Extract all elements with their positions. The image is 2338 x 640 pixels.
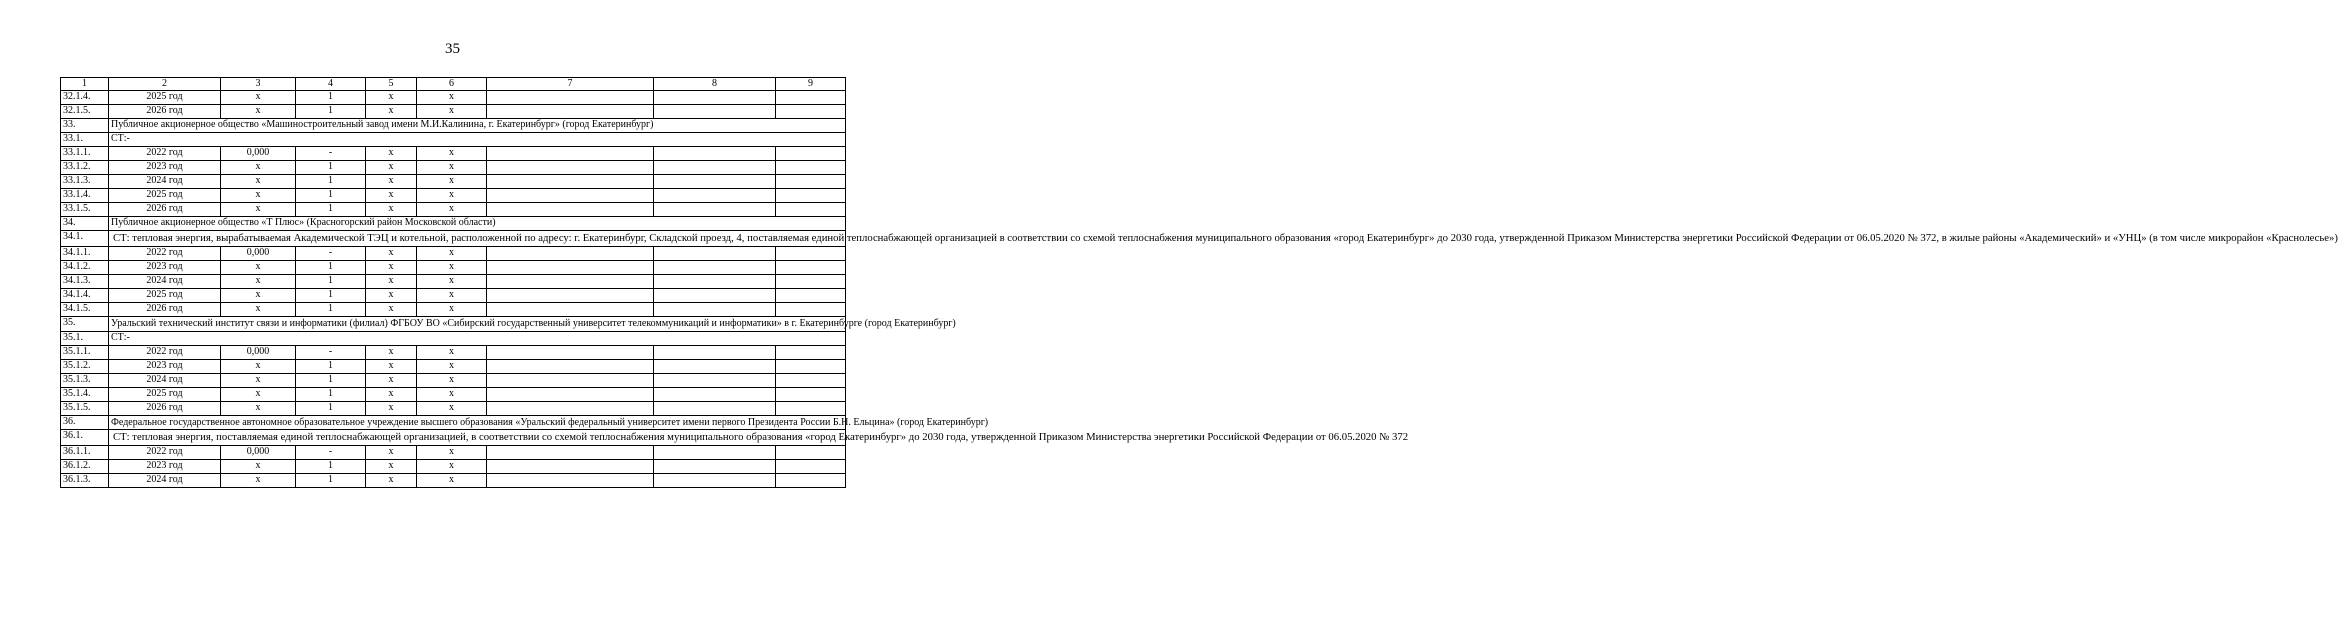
row-number: 34. (61, 217, 109, 231)
page-number: 35 (445, 41, 460, 57)
value-cell: - (296, 147, 366, 161)
row-number: 36.1. (61, 430, 109, 446)
value-cell: x (366, 203, 417, 217)
table-row (61, 446, 846, 460)
table-row (61, 460, 846, 474)
year-cell: 2022 год (109, 446, 221, 460)
value-cell: 1 (296, 161, 366, 175)
value-cell: 1 (296, 460, 366, 474)
value-cell: x (417, 401, 487, 415)
value-cell: x (366, 387, 417, 401)
value-cell: x (366, 460, 417, 474)
empty-cell (654, 91, 776, 105)
empty-cell (654, 147, 776, 161)
empty-cell (776, 175, 846, 189)
year-cell: 2023 год (109, 359, 221, 373)
row-number: 33.1.4. (61, 189, 109, 203)
value-cell: x (221, 401, 296, 415)
row-number: 33.1.2. (61, 161, 109, 175)
table-row (61, 373, 846, 387)
empty-cell (654, 474, 776, 488)
row-number: 34.1.2. (61, 261, 109, 275)
section-text: СТ:- (109, 133, 846, 147)
column-header: 7 (487, 78, 654, 91)
empty-cell (776, 359, 846, 373)
value-cell: 1 (296, 474, 366, 488)
section-row (61, 231, 846, 247)
year-cell: 2023 год (109, 261, 221, 275)
empty-cell (776, 203, 846, 217)
header-row (61, 78, 846, 91)
empty-cell (487, 261, 654, 275)
value-cell: 1 (296, 91, 366, 105)
empty-cell (654, 359, 776, 373)
column-header: 2 (109, 78, 221, 91)
value-cell: 1 (296, 303, 366, 317)
empty-cell (654, 345, 776, 359)
value-cell: x (366, 401, 417, 415)
value-cell: x (366, 161, 417, 175)
row-number: 35.1.4. (61, 387, 109, 401)
value-cell: x (221, 359, 296, 373)
section-text: СТ: тепловая энергия, поставляемая единой теплоснабжающей организацией, в соответствии со схемой теплоснабжения муниципального образования «город Екатеринбург» до 2030 года, утвержденной Приказом Министерства энергетики Российской Федерации от 06.05.2020 № 372 (109, 430, 846, 446)
empty-cell (487, 373, 654, 387)
value-cell: x (221, 373, 296, 387)
table-row (61, 105, 846, 119)
empty-cell (776, 387, 846, 401)
section-row (61, 119, 846, 133)
value-cell: x (221, 303, 296, 317)
column-header: 3 (221, 78, 296, 91)
value-cell: 1 (296, 359, 366, 373)
empty-cell (654, 303, 776, 317)
section-text: СТ:- (109, 331, 846, 345)
empty-cell (487, 91, 654, 105)
row-number: 36.1.1. (61, 446, 109, 460)
value-cell: x (221, 91, 296, 105)
year-cell: 2025 год (109, 189, 221, 203)
empty-cell (776, 147, 846, 161)
value-cell: x (417, 446, 487, 460)
row-number: 33.1.1. (61, 147, 109, 161)
table-row (61, 261, 846, 275)
table-row (61, 147, 846, 161)
value-cell: x (417, 303, 487, 317)
empty-cell (654, 446, 776, 460)
value-cell: x (366, 261, 417, 275)
row-number: 34.1.3. (61, 275, 109, 289)
section-row (61, 415, 846, 430)
value-cell: x (417, 387, 487, 401)
value-cell: - (296, 247, 366, 261)
value-cell: 1 (296, 105, 366, 119)
empty-cell (487, 161, 654, 175)
value-cell: x (366, 345, 417, 359)
column-header: 8 (654, 78, 776, 91)
value-cell: x (366, 91, 417, 105)
year-cell: 2024 год (109, 175, 221, 189)
empty-cell (654, 161, 776, 175)
table-row (61, 161, 846, 175)
empty-cell (776, 303, 846, 317)
section-text: Публичное акционерное общество «Т Плюс» (Красногорский район Московской области) (109, 217, 846, 231)
row-number: 32.1.4. (61, 91, 109, 105)
empty-cell (776, 261, 846, 275)
empty-cell (654, 203, 776, 217)
section-text: Уральский технический институт связи и информатики (филиал) ФГБОУ ВО «Сибирский государственный университет телекоммуникаций и информатики» в г. Екатеринбурге (город Екатеринбург) (109, 317, 846, 332)
value-cell: x (417, 345, 487, 359)
year-cell: 2026 год (109, 401, 221, 415)
value-cell: x (417, 275, 487, 289)
table-row (61, 247, 846, 261)
value-cell: x (417, 289, 487, 303)
empty-cell (487, 474, 654, 488)
table-row (61, 203, 846, 217)
value-cell: x (221, 387, 296, 401)
table-body (61, 78, 2338, 488)
value-cell: x (221, 261, 296, 275)
empty-cell (487, 401, 654, 415)
year-cell: 2023 год (109, 460, 221, 474)
table-row (61, 401, 846, 415)
row-number: 35.1.1. (61, 345, 109, 359)
value-cell: x (417, 474, 487, 488)
value-cell: x (221, 203, 296, 217)
row-number: 32.1.5. (61, 105, 109, 119)
section-text: Федеральное государственное автономное образовательное учреждение высшего образования «Уральский федеральный университет имени первого Президента России Б.Н. Ельцина» (город Екатеринбург) (109, 415, 846, 430)
empty-cell (654, 275, 776, 289)
column-header: 1 (61, 78, 109, 91)
table-row (61, 474, 846, 488)
empty-cell (776, 474, 846, 488)
empty-cell (487, 105, 654, 119)
section-row (61, 430, 846, 446)
row-number: 33.1.5. (61, 203, 109, 217)
value-cell: x (366, 105, 417, 119)
year-cell: 2026 год (109, 303, 221, 317)
empty-cell (487, 203, 654, 217)
value-cell: x (417, 203, 487, 217)
year-cell: 2024 год (109, 474, 221, 488)
value-cell: x (417, 105, 487, 119)
year-cell: 2022 год (109, 345, 221, 359)
section-row (61, 133, 846, 147)
row-number: 34.1.5. (61, 303, 109, 317)
empty-cell (487, 189, 654, 203)
value-cell: 1 (296, 175, 366, 189)
empty-cell (776, 189, 846, 203)
tariff-table (60, 77, 2338, 488)
row-number: 34.1.1. (61, 247, 109, 261)
value-cell: x (221, 105, 296, 119)
year-cell: 2024 год (109, 373, 221, 387)
row-number: 35. (61, 317, 109, 332)
value-cell: 1 (296, 373, 366, 387)
empty-cell (487, 345, 654, 359)
empty-cell (776, 345, 846, 359)
column-header: 9 (776, 78, 846, 91)
empty-cell (654, 401, 776, 415)
value-cell: x (221, 474, 296, 488)
empty-cell (487, 247, 654, 261)
value-cell: - (296, 446, 366, 460)
value-cell: x (417, 175, 487, 189)
empty-cell (487, 359, 654, 373)
empty-cell (776, 460, 846, 474)
value-cell: 1 (296, 289, 366, 303)
table-row (61, 359, 846, 373)
empty-cell (654, 373, 776, 387)
section-row (61, 317, 846, 332)
value-cell: x (366, 303, 417, 317)
value-cell: x (221, 161, 296, 175)
value-cell: x (417, 147, 487, 161)
value-cell: 0,000 (221, 345, 296, 359)
value-cell: 1 (296, 189, 366, 203)
table-row (61, 303, 846, 317)
value-cell: x (366, 147, 417, 161)
value-cell: x (366, 289, 417, 303)
value-cell: x (366, 189, 417, 203)
empty-cell (487, 303, 654, 317)
empty-cell (654, 387, 776, 401)
year-cell: 2026 год (109, 105, 221, 119)
row-number: 34.1.4. (61, 289, 109, 303)
value-cell: 1 (296, 387, 366, 401)
year-cell: 2024 год (109, 275, 221, 289)
value-cell: x (221, 460, 296, 474)
value-cell: x (417, 261, 487, 275)
table-row (61, 189, 846, 203)
value-cell: 0,000 (221, 147, 296, 161)
column-header: 4 (296, 78, 366, 91)
table-row (61, 289, 846, 303)
value-cell: 1 (296, 261, 366, 275)
value-cell: x (366, 359, 417, 373)
value-cell: x (366, 373, 417, 387)
section-row (61, 217, 846, 231)
value-cell: x (366, 474, 417, 488)
row-number: 33.1. (61, 133, 109, 147)
empty-cell (776, 247, 846, 261)
table-row (61, 275, 846, 289)
empty-cell (776, 401, 846, 415)
value-cell: x (417, 161, 487, 175)
value-cell: x (417, 247, 487, 261)
table-row (61, 175, 846, 189)
value-cell: x (221, 289, 296, 303)
value-cell: 1 (296, 203, 366, 217)
row-number: 35.1. (61, 331, 109, 345)
empty-cell (654, 175, 776, 189)
section-text: Публичное акционерное общество «Машиностроительный завод имени М.И.Калинина, г. Екатеринбург» (город Екатеринбург) (109, 119, 846, 133)
value-cell: 1 (296, 401, 366, 415)
empty-cell (654, 261, 776, 275)
row-number: 33. (61, 119, 109, 133)
value-cell: x (417, 373, 487, 387)
empty-cell (487, 175, 654, 189)
value-cell: x (417, 189, 487, 203)
column-header: 6 (417, 78, 487, 91)
table-row (61, 345, 846, 359)
empty-cell (487, 446, 654, 460)
row-number: 36. (61, 415, 109, 430)
row-number: 35.1.3. (61, 373, 109, 387)
value-cell: x (221, 175, 296, 189)
value-cell: x (221, 275, 296, 289)
empty-cell (776, 91, 846, 105)
value-cell: x (417, 460, 487, 474)
empty-cell (776, 373, 846, 387)
value-cell: 0,000 (221, 247, 296, 261)
year-cell: 2025 год (109, 387, 221, 401)
empty-cell (776, 275, 846, 289)
empty-cell (487, 289, 654, 303)
empty-cell (487, 387, 654, 401)
value-cell: 1 (296, 275, 366, 289)
empty-cell (487, 275, 654, 289)
column-header: 5 (366, 78, 417, 91)
section-text: СТ: тепловая энергия, вырабатываемая Академической ТЭЦ и котельной, расположенной по адресу: г. Екатеринбург, Складской проезд, 4, поставляемая единой теплоснабжающей организацией в соответствии со схемой теплоснабжения муниципального образования «город Екатеринбург» до 2030 года, утвержденной Приказом Министерства энергетики Российской Федерации от 06.05.2020 № 372, в жилые районы «Академический» и «УНЦ» (в том числе микрорайон «Краснолесье») (109, 231, 846, 247)
year-cell: 2025 год (109, 91, 221, 105)
row-number: 33.1.3. (61, 175, 109, 189)
table-row (61, 387, 846, 401)
year-cell: 2022 год (109, 247, 221, 261)
empty-cell (487, 460, 654, 474)
value-cell: x (417, 91, 487, 105)
value-cell: x (366, 275, 417, 289)
value-cell: x (366, 446, 417, 460)
empty-cell (654, 289, 776, 303)
row-number: 34.1. (61, 231, 109, 247)
value-cell: x (366, 175, 417, 189)
value-cell: - (296, 345, 366, 359)
empty-cell (654, 460, 776, 474)
row-number: 36.1.2. (61, 460, 109, 474)
empty-cell (654, 189, 776, 203)
section-row (61, 331, 846, 345)
year-cell: 2023 год (109, 161, 221, 175)
empty-cell (487, 147, 654, 161)
year-cell: 2025 год (109, 289, 221, 303)
empty-cell (776, 105, 846, 119)
value-cell: 0,000 (221, 446, 296, 460)
year-cell: 2026 год (109, 203, 221, 217)
row-number: 36.1.3. (61, 474, 109, 488)
year-cell: 2022 год (109, 147, 221, 161)
empty-cell (776, 289, 846, 303)
empty-cell (654, 105, 776, 119)
value-cell: x (221, 189, 296, 203)
table-row (61, 91, 846, 105)
row-number: 35.1.5. (61, 401, 109, 415)
empty-cell (776, 161, 846, 175)
value-cell: x (366, 247, 417, 261)
value-cell: x (417, 359, 487, 373)
empty-cell (776, 446, 846, 460)
row-number: 35.1.2. (61, 359, 109, 373)
empty-cell (654, 247, 776, 261)
